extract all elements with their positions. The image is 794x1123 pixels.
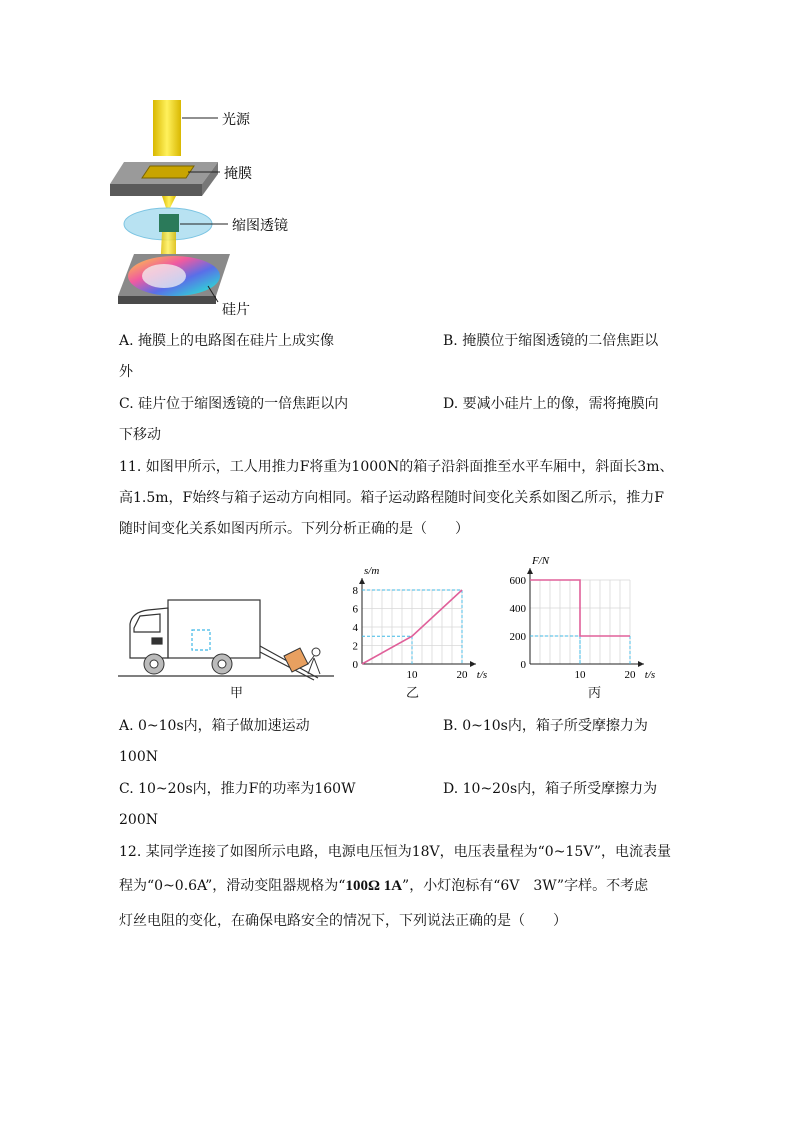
label-wafer: 硅片 (222, 303, 250, 318)
y-tick-label: 4 (352, 622, 358, 634)
x-axis-arrow (638, 661, 644, 667)
x-tick-label: 20 (624, 669, 636, 680)
caption-bing: 丙 (588, 686, 602, 701)
q11-option-d: D. 10~20s内，箱子所受摩擦力为 (443, 781, 658, 797)
lithography-figure (110, 96, 300, 320)
y-axis-label: F/N (532, 555, 550, 567)
q11-option-b-cont: 100N (119, 749, 158, 765)
q10-option-b: B. 掩膜位于缩图透镜的二倍焦距以 (443, 333, 659, 349)
q10-option-a: A. 掩膜上的电路图在硅片上成实像 (119, 333, 335, 349)
x-tick-label: 10 (406, 669, 418, 680)
y-axis-label: s/m (364, 565, 380, 577)
label-mask: 掩膜 (224, 167, 252, 182)
q11-stem-line3: 随时间变化关系如图丙所示。下列分析正确的是（ ） (119, 521, 469, 537)
q12-stem-line2 (119, 876, 648, 896)
q10-option-d-cont: 下移动 (119, 427, 161, 443)
q12-line2-part2: ”，小灯泡标有“6V 3W”字样。不考虑 (402, 878, 649, 894)
label-lens: 缩图透镜 (232, 219, 288, 234)
y-tick-label: 6 (352, 603, 358, 616)
y-tick-label: 0 (520, 659, 526, 671)
q10-option-b-cont: 外 (119, 364, 133, 380)
y-axis-arrow (359, 578, 365, 584)
q11-option-d-cont: 200N (119, 812, 158, 828)
y-tick-label: 0 (352, 659, 358, 671)
caption-jia: 甲 (230, 686, 244, 701)
q11-option-b: B. 0~10s内，箱子所受摩擦力为 (443, 718, 648, 734)
q11-option-a: A. 0~10s内，箱子做加速运动 (119, 718, 310, 734)
label-light-source: 光源 (222, 113, 250, 128)
q12-line2-part1: 程为“0~0.6A”，滑动变阻器规格为“ (119, 878, 346, 894)
chart-s-t (338, 550, 488, 680)
caption-yi: 乙 (406, 686, 420, 701)
x-tick-label: 10 (574, 669, 586, 680)
chart-f-t (500, 550, 680, 680)
y-tick-label: 2 (352, 640, 358, 653)
q11-stem-line2: 高1.5m，F始终与箱子运动方向相同。箱子运动路程随时间变化关系如图乙所示，推力F (119, 490, 664, 506)
y-axis-arrow (527, 568, 533, 574)
y-tick-label: 400 (509, 603, 526, 615)
q11-option-c: C. 10~20s内，推力F的功率为160W (119, 781, 356, 797)
x-axis-label: t/s (644, 669, 656, 680)
x-axis-label: t/s (476, 669, 488, 680)
q12-stem-line3: 灯丝电阻的变化，在确保电路安全的情况下，下列说法正确的是（ ） (119, 913, 567, 929)
q12-resistor-spec: 100Ω 1A (345, 878, 403, 894)
y-tick-label: 600 (509, 575, 526, 587)
q10-option-d: D. 要减小硅片上的像，需将掩膜向 (443, 396, 659, 412)
y-tick-label: 200 (509, 631, 526, 643)
x-axis-arrow (470, 661, 476, 667)
q11-stem-line1: 11. 如图甲所示，工人用推力F将重为1000N的箱子沿斜面推至水平车厢中，斜面长3m、 (119, 459, 674, 475)
q12-stem-line1: 12. 某同学连接了如图所示电路，电源电压恒为18V，电压表量程为“0~15V”，电流表量 (119, 844, 672, 860)
q10-option-c: C. 硅片位于缩图透镜的一倍焦距以内 (119, 396, 349, 412)
x-tick-label: 20 (456, 669, 468, 680)
truck-figure (118, 594, 334, 702)
y-tick-label: 8 (352, 585, 358, 597)
